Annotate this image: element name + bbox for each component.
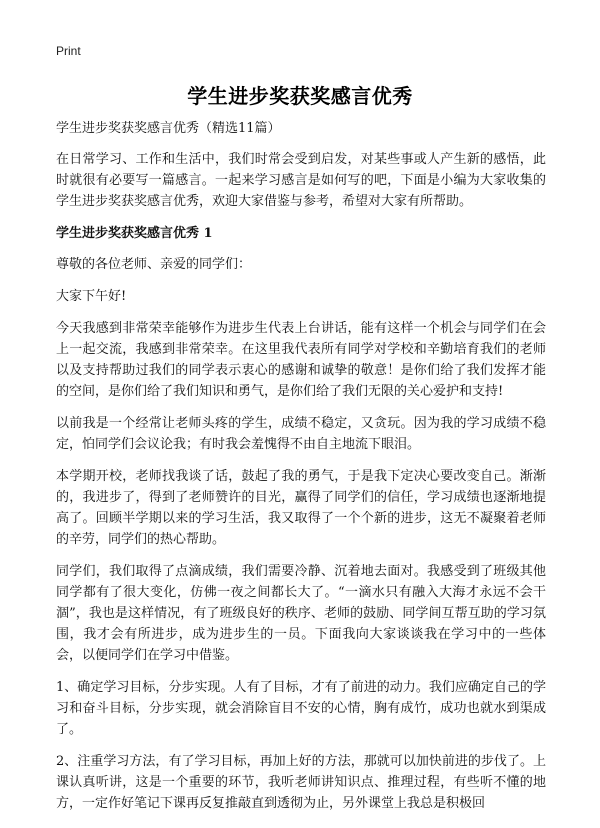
intro-paragraph: 在日常学习、工作和生活中，我们时常会受到启发，对某些事或人产生新的感悟，此时就很有必要写一篇感言。一起来学习感言是如何写的吧，下面是小编为大家收集的学生进步奖获奖感言优秀，欢迎大家借鉴与参考，希望对大家有所帮助。 xyxy=(56,152,546,209)
print-link[interactable]: Print xyxy=(56,44,81,58)
paragraph-method: 2、注重学习方法，有了学习目标，再加上好的方法，那就可以加快前进的步伐了。上课认真听讲，这是一个重要的环节，我听老师讲知识点、推理过程，有些听不懂的地方，一定作好笔记下课再反复推敲直到透彻为止，另外课堂上我总是积极回 xyxy=(56,754,546,811)
paragraph-progress: 本学期开校，老师找我谈了话，鼓起了我的勇气，于是我下定决心要改变自己。渐渐的，我进步了，得到了老师赞许的目光，赢得了同学们的信任，学习成绩也逐渐地提高了。回顾半学期以来的学习生活，我又取得了一个个新的进步，这无不凝聚着老师的辛劳，同学们的热心帮助。 xyxy=(56,469,546,547)
paragraph-honor: 今天我感到非常荣幸能够作为进步生代表上台讲话，能有这样一个机会与同学们在会上一起交流，我感到非常荣幸。在这里我代表所有同学对学校和辛勤培育我们的老师以及支持帮助过我们的同学表示衷心的感谢和诚挚的敬意！是你们给了我们发挥才能的空间，是你们给了我们知识和勇气，是你们给了我们无限的关心爱护和支持! xyxy=(56,321,546,399)
paragraph-goal: 1、确定学习目标，分步实现。人有了目标，才有了前进的动力。我们应确定自己的学习和奋斗目标，分步实现，就会消除盲目不安的心情，胸有成竹，成功也就水到渠成了。 xyxy=(56,680,546,737)
paragraph-hello: 大家下午好! xyxy=(56,289,127,304)
article-subtitle: 学生进步奖获奖感言优秀（精选11篇） xyxy=(56,121,281,136)
page-title: 学生进步奖获奖感言优秀 xyxy=(187,84,413,108)
section-heading: 学生进步奖获奖感言优秀 1 xyxy=(56,226,213,241)
paragraph-classmates: 同学们，我们取得了点滴成绩，我们需要冷静、沉着地去面对。我感受到了班级其他同学都有了很大变化，仿佛一夜之间都长大了。“一滴水只有融入大海才永远不会干涸”，我也是这样情况，有了班级良好的秩序、老师的鼓励、同学间互帮互助的学习氛围，我才会有所进步，成为进步生的一员。下面我向大家谈谈我在学习中的一些体会，以便同学们在学习中借鉴。 xyxy=(56,564,546,663)
paragraph-past: 以前我是一个经常让老师头疼的学生，成绩不稳定，又贪玩。因为我的学习成绩不稳定，怕同学们会议论我；有时我会羞愧得不由自主地流下眼泪。 xyxy=(56,416,546,452)
article-body xyxy=(56,118,546,825)
paragraph-greeting: 尊敬的各位老师、亲爱的同学们： xyxy=(56,257,252,272)
